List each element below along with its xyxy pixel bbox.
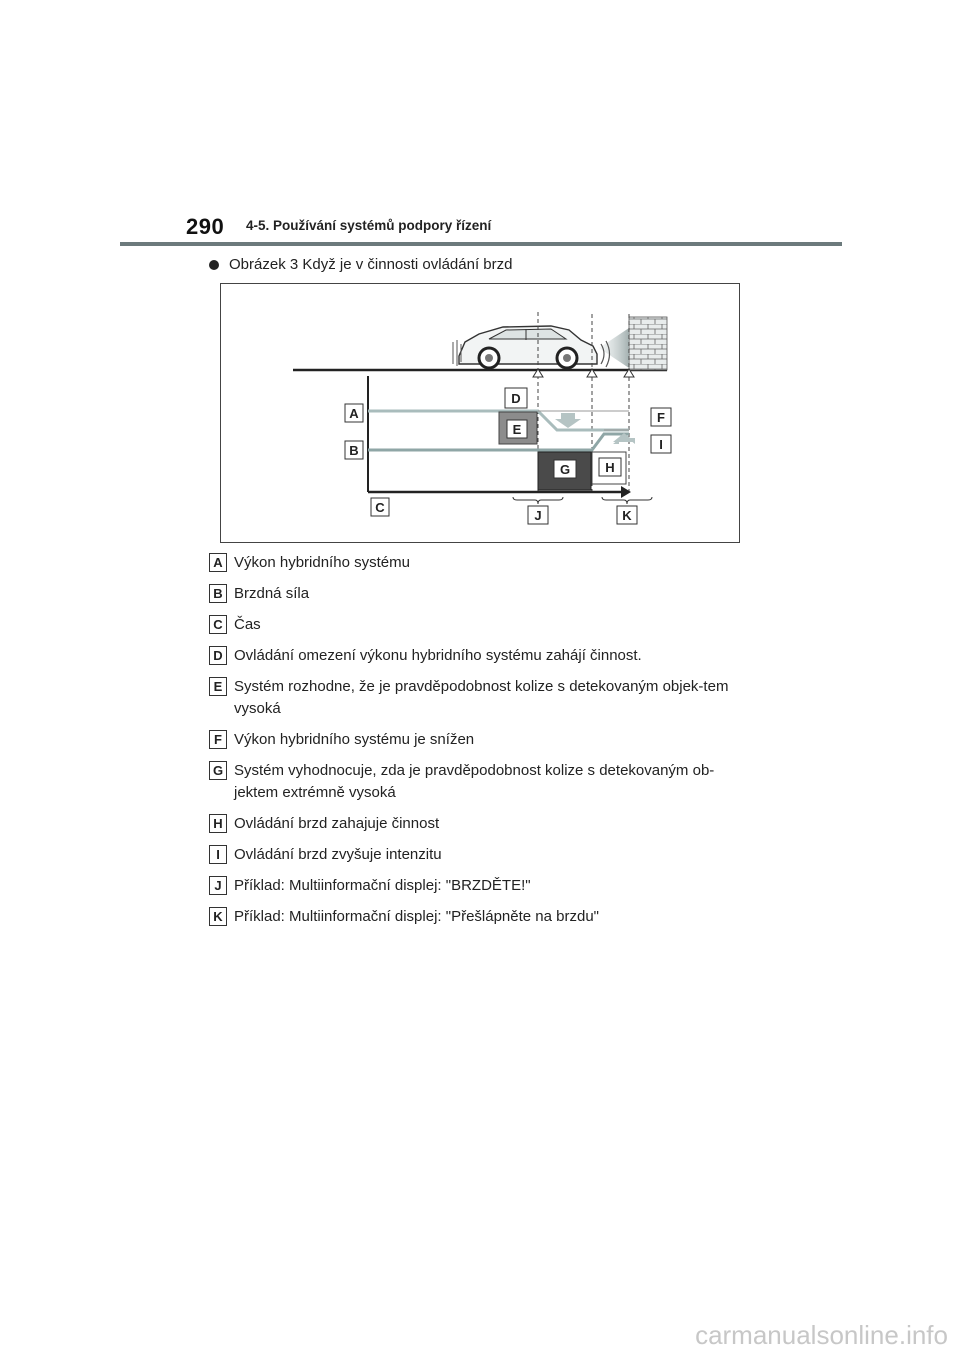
- legend-text: Systém rozhodne, že je pravděpodobnost kolize s detekovaným objek-tem vysoká: [234, 678, 729, 717]
- legend-text: Výkon hybridního systému: [234, 554, 410, 571]
- figure-caption: [209, 256, 512, 273]
- label-a: A: [349, 406, 359, 421]
- legend-item: [209, 906, 769, 928]
- label-d: D: [511, 391, 521, 406]
- label-h: H: [605, 460, 615, 475]
- legend-item: [209, 552, 769, 574]
- label-c: C: [375, 500, 385, 515]
- legend-key: C: [209, 615, 227, 634]
- legend-key: A: [209, 553, 227, 572]
- figure-diagram: [220, 283, 740, 543]
- label-g: G: [559, 462, 571, 477]
- legend-text: Ovládání brzd zvyšuje intenzitu: [234, 846, 442, 863]
- legend-text: Ovládání omezení výkonu hybridního systému zahájí činnost.: [234, 647, 642, 664]
- legend-item: [209, 614, 769, 636]
- label-b: B: [349, 443, 359, 458]
- down-arrow-icon: [555, 413, 581, 428]
- legend-text: Výkon hybridního systému je snížen: [234, 731, 475, 748]
- legend-key: K: [209, 907, 227, 926]
- label-e: E: [512, 422, 522, 437]
- x-axis-arrow: [621, 486, 631, 498]
- label-j: J: [534, 508, 542, 523]
- label-k: K: [622, 508, 632, 523]
- legend-text: Čas: [234, 616, 261, 633]
- figure-caption-text: Obrázek 3 Když je v činnosti ovládání brzd: [229, 256, 513, 273]
- legend-key: B: [209, 584, 227, 603]
- car-icon: [453, 326, 610, 368]
- legend-key: I: [209, 845, 227, 864]
- brick-wall: [629, 317, 667, 370]
- legend-key: J: [209, 876, 227, 895]
- legend-item: [209, 875, 769, 897]
- label-i: I: [659, 437, 663, 452]
- legend-item: [209, 760, 769, 804]
- legend-key: F: [209, 730, 227, 749]
- legend-text: Brzdná síla: [234, 585, 310, 602]
- legend-item: [209, 676, 769, 720]
- legend-item: [209, 583, 769, 605]
- legend-text: Příklad: Multiinformační displej: "BRZDĚTE!": [234, 877, 531, 894]
- legend-key: H: [209, 814, 227, 833]
- legend-text: Systém vyhodnocuje, zda je pravděpodobnost kolize s detekovaným ob-jektem extrémně vysoká: [234, 762, 715, 801]
- section-title: 4-5. Používání systémů podpory řízení: [246, 218, 492, 233]
- page-number: 290: [186, 214, 225, 239]
- legend-list: [209, 552, 769, 937]
- bullet-icon: [209, 260, 219, 270]
- label-f: F: [657, 410, 665, 425]
- legend-item: [209, 729, 769, 751]
- legend-item: [209, 813, 769, 835]
- legend-key: G: [209, 761, 227, 780]
- legend-key: E: [209, 677, 227, 696]
- watermark: carmanualsonline.info: [695, 1320, 948, 1350]
- legend-text: Ovládání brzd zahajuje činnost: [234, 815, 440, 832]
- legend-item: [209, 645, 769, 667]
- legend-key: D: [209, 646, 227, 665]
- header-rule: [120, 242, 842, 246]
- legend-text: Příklad: Multiinformační displej: "Přešlápněte na brzdu": [234, 908, 599, 925]
- legend-item: [209, 844, 769, 866]
